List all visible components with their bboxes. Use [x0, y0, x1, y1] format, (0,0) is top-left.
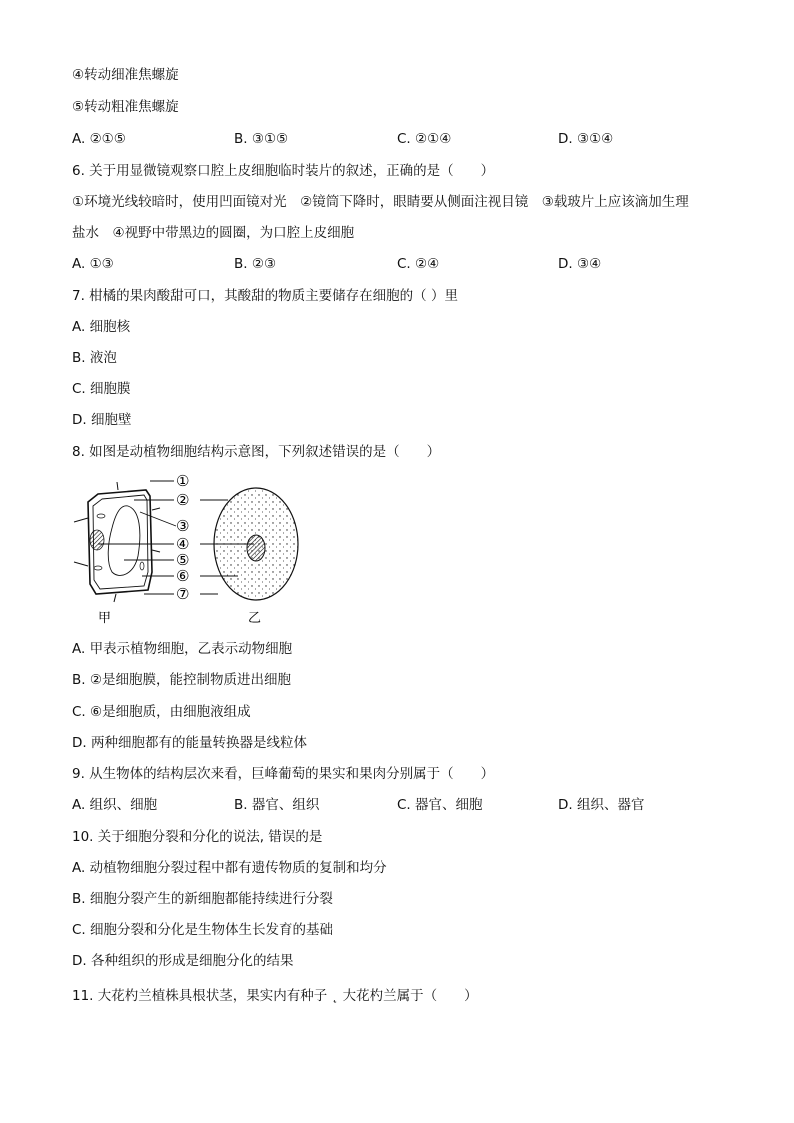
- q7-option-d: D. 细胞壁: [72, 412, 132, 428]
- q9-option-c: C. 器官、细胞: [397, 797, 483, 813]
- figure-label-2: ②: [176, 491, 190, 509]
- animal-nucleus: [247, 535, 265, 561]
- caption-yi: 乙: [248, 611, 262, 626]
- q8-option-c: C. ⑥是细胞质，由细胞液组成: [72, 704, 251, 720]
- q10-stem: 10. 关于细胞分裂和分化的说法, 错误的是: [72, 829, 323, 845]
- q6-statements-line1: ①环境光线较暗时，使用凹面镜对光 ②镜筒下降时，眼睛要从侧面注视目镜 ③载玻片上应该滴加生理: [72, 194, 689, 210]
- q6-option-b: B. ②③: [234, 256, 277, 272]
- q7-option-a: A. 细胞核: [72, 319, 131, 335]
- q9-option-b: B. 器官、组织: [234, 797, 320, 813]
- vacuole: [108, 506, 140, 576]
- figure-label-3: ③: [176, 517, 190, 535]
- q6-option-a: A. ①③: [72, 256, 114, 272]
- q8-option-d: D. 两种细胞都有的能量转换器是线粒体: [72, 735, 307, 751]
- q10-option-b: B. 细胞分裂产生的新细胞都能持续进行分裂: [72, 891, 333, 907]
- q6-stem: 6. 关于用显微镜观察口腔上皮细胞临时装片的叙述，正确的是（ ）: [72, 163, 495, 179]
- q6-option-d: D. ③④: [558, 256, 602, 272]
- q8-option-b: B. ②是细胞膜，能控制物质进出细胞: [72, 672, 291, 688]
- q6-option-c: C. ②④: [397, 256, 440, 272]
- q5-option-c: C. ②①④: [397, 131, 452, 147]
- q10-option-c: C. 细胞分裂和分化是生物体生长发育的基础: [72, 922, 334, 938]
- q7-option-c: C. 细胞膜: [72, 381, 131, 397]
- caption-jia: 甲: [98, 611, 112, 626]
- q5-option-b: B. ③①⑤: [234, 131, 289, 147]
- step-4-line: ④转动细准焦螺旋: [72, 67, 179, 83]
- plant-nucleus: [90, 530, 104, 550]
- q5-option-d: D. ③①④: [558, 131, 614, 147]
- step-5-line: ⑤转动粗准焦螺旋: [72, 99, 179, 115]
- figure-label-1: ①: [176, 472, 190, 490]
- q10-option-d: D. 各种组织的形成是细胞分化的结果: [72, 953, 294, 969]
- q7-option-b: B. 液泡: [72, 350, 117, 366]
- q8-stem: 8. 如图是动植物细胞结构示意图，下列叙述错误的是（ ）: [72, 444, 441, 460]
- figure-label-4: ④: [176, 535, 190, 553]
- cell-diagram: [68, 472, 308, 630]
- figure-labels: [176, 472, 189, 603]
- q5-option-a: A. ②①⑤: [72, 131, 126, 147]
- q11-stem: 11. 大花杓兰植株具根状茎，果实内有种子 ˛ 大花杓兰属于（ ）: [72, 988, 478, 1004]
- figure-label-6: ⑥: [176, 567, 190, 585]
- figure-label-7: ⑦: [176, 585, 190, 603]
- q8-option-a: A. 甲表示植物细胞，乙表示动物细胞: [72, 641, 293, 657]
- cell-structure-figure: [68, 472, 308, 630]
- q9-option-d: D. 组织、器官: [558, 797, 645, 813]
- q7-stem: 7. 柑橘的果肉酸甜可口，其酸甜的物质主要储存在细胞的（ ）里: [72, 288, 458, 304]
- q6-statements-line2: 盐水 ④视野中带黑边的圆圈，为口腔上皮细胞: [72, 225, 355, 241]
- q9-stem: 9. 从生物体的结构层次来看，巨峰葡萄的果实和果肉分别属于（ ）: [72, 766, 495, 782]
- figure-label-5: ⑤: [176, 551, 190, 569]
- q9-option-a: A. 组织、细胞: [72, 797, 158, 813]
- q10-option-a: A. 动植物细胞分裂过程中都有遗传物质的复制和均分: [72, 860, 387, 876]
